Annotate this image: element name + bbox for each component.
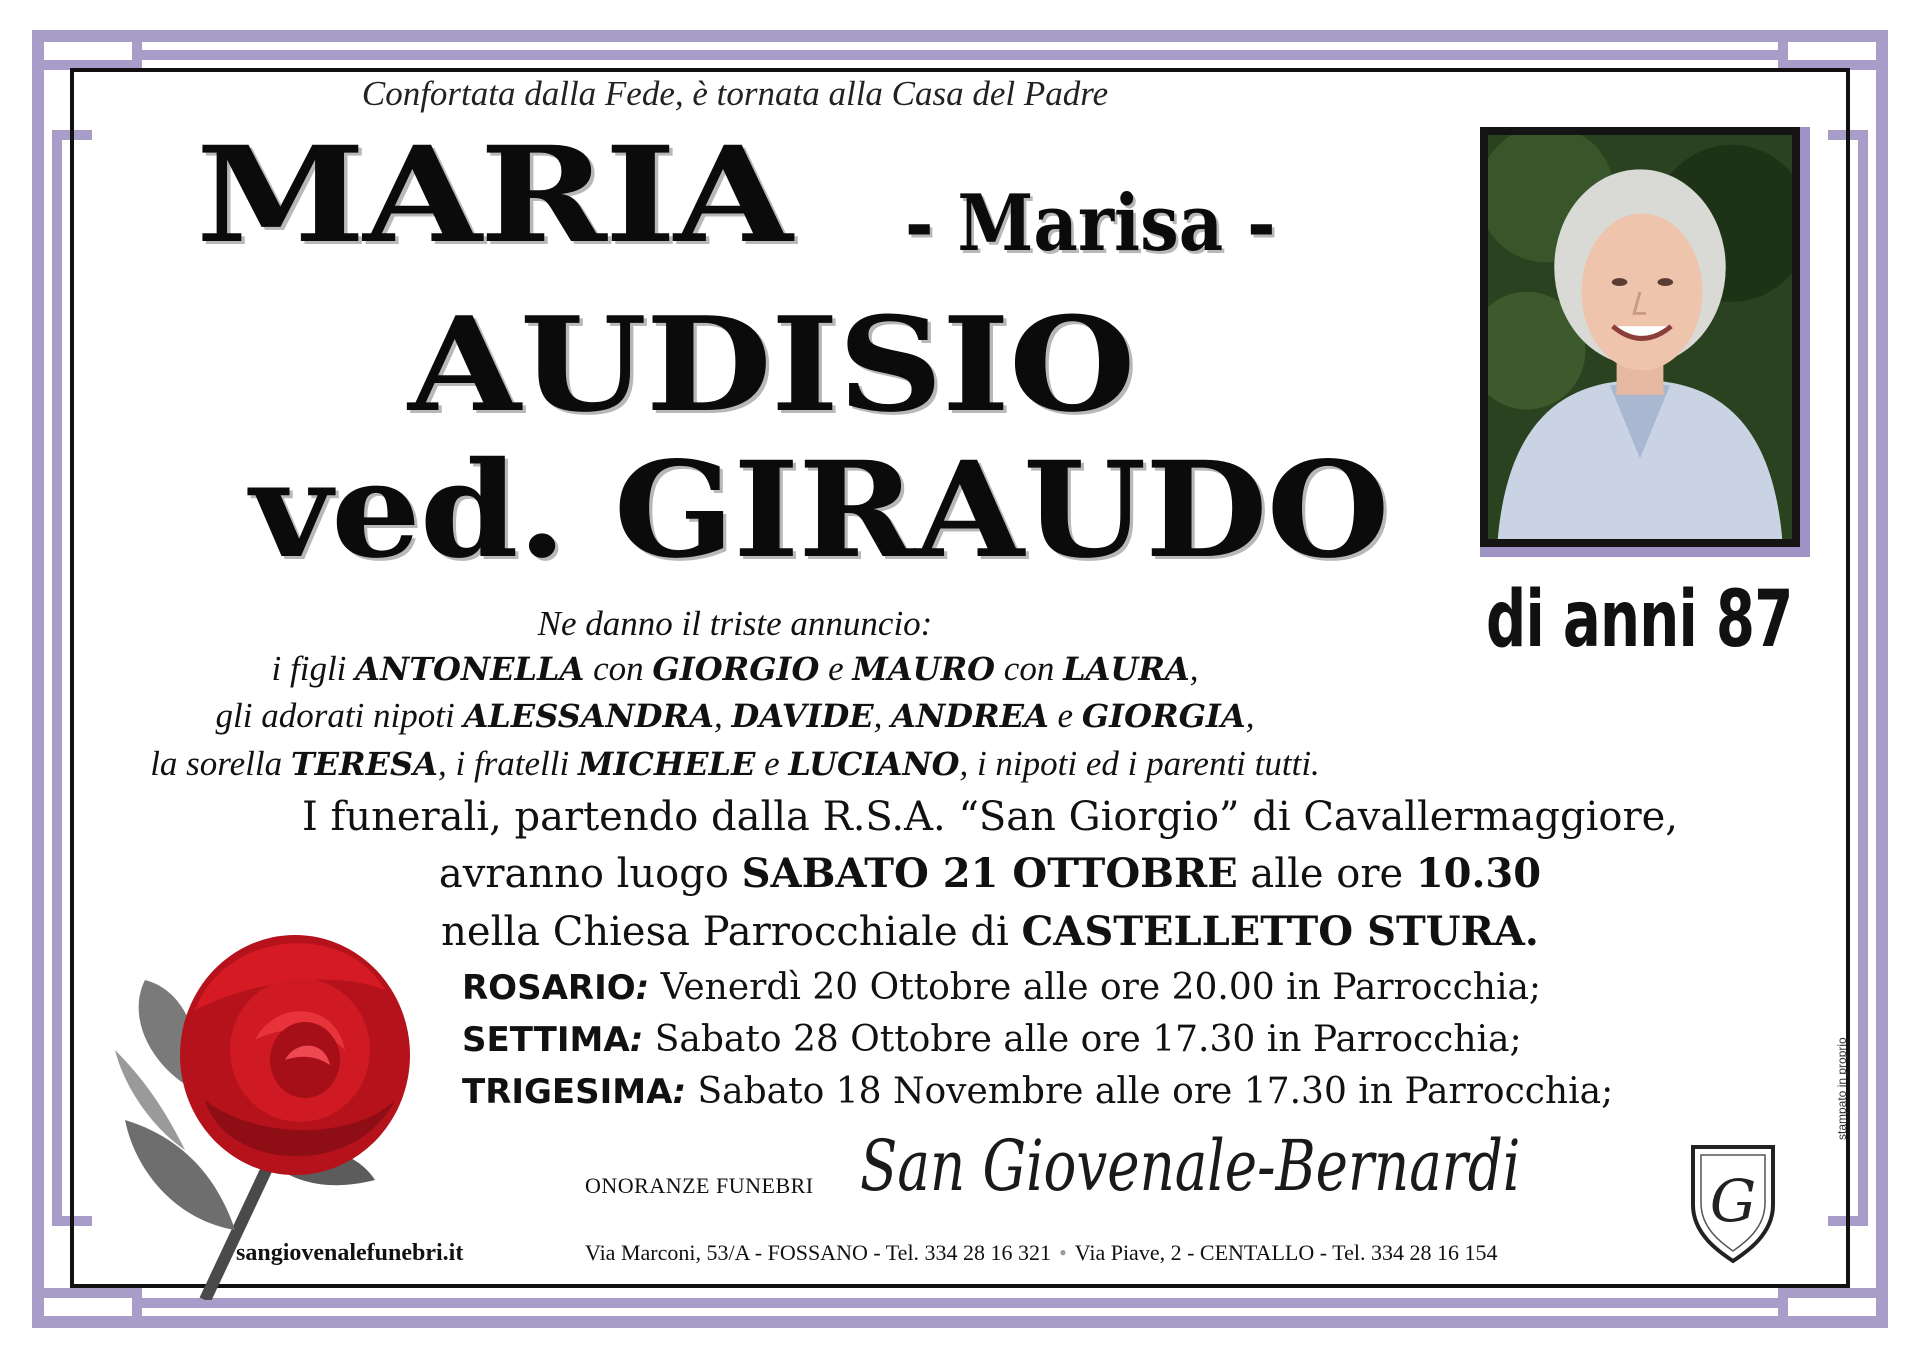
mourner-name: MICHELE [577, 745, 756, 783]
text-fragment: , [1189, 649, 1199, 688]
mourner-name: ALESSANDRA [463, 697, 714, 735]
schedule-rosary [462, 968, 1541, 1008]
text-fragment: , [713, 696, 732, 735]
crest-shield [1685, 1135, 1781, 1265]
text-fragment: , [1245, 696, 1255, 735]
text-fragment: , i fratelli [437, 744, 578, 783]
deceased-first-name: MARIA [196, 118, 791, 273]
text-fragment: , [873, 696, 892, 735]
schedule-label: ROSARIO [462, 968, 636, 1008]
funeral-location: CASTELLETTO STURA. [1021, 908, 1539, 955]
text-fragment: con [584, 649, 653, 688]
mourner-name: ANDREA [891, 697, 1049, 735]
text-fragment: e [755, 744, 789, 783]
text-fragment: gli adorati nipoti [215, 696, 464, 735]
website-link[interactable]: sangiovenalefunebri.it [236, 1240, 464, 1266]
schedule-text: Venerdì 20 Ottobre alle ore 20.00 in Parrocchia; [649, 967, 1542, 1008]
mourners-children [0, 650, 1470, 689]
schedule-label: TRIGESIMA [462, 1072, 673, 1112]
mourner-name: LAURA [1063, 650, 1190, 688]
mourner-name: LUCIANO [788, 745, 960, 783]
agency-name: San Giovenale-Bernardi [860, 1125, 1521, 1207]
mourners-siblings [0, 745, 1470, 784]
text-fragment: alle ore [1237, 851, 1416, 897]
deceased-married-name: ved. GIRAUDO [250, 433, 1389, 588]
schedule-week-mass [462, 1020, 1522, 1060]
mourner-name: GIORGIA [1081, 697, 1246, 735]
funeral-time: 10.30 [1415, 850, 1542, 897]
funeral-departure: I funerali, partendo dalla R.S.A. “San Giorgio” di Cavallermaggiore, [302, 794, 1678, 840]
schedule-text: Sabato 28 Ottobre alle ore 17.30 in Parrocchia; [643, 1019, 1522, 1060]
mourner-name: ANTONELLA [355, 650, 585, 688]
schedule-month-mass [462, 1072, 1613, 1112]
text-fragment: la sorella [150, 744, 291, 783]
schedule-colon: : [629, 1020, 644, 1060]
address-centallo: Via Piave, 2 - CENTALLO - Tel. 334 28 16 154 [1074, 1240, 1498, 1265]
mourner-name: DAVIDE [731, 697, 874, 735]
text-fragment: i figli [271, 649, 356, 688]
text-fragment: avranno luogo [438, 851, 742, 897]
mourners-grandchildren [0, 697, 1470, 736]
text-fragment: , i nipoti ed i parenti tutti. [959, 744, 1320, 783]
funeral-date-time [0, 852, 1920, 896]
address-separator: • [1059, 1240, 1067, 1265]
mourner-name: TERESA [290, 745, 438, 783]
portrait-illustration [1488, 135, 1792, 539]
crest-letter: G [1709, 1167, 1757, 1235]
tagline: Confortata dalla Fede, è tornata alla Casa del Padre [361, 74, 1109, 113]
schedule-colon: : [672, 1072, 687, 1112]
deceased-surname: AUDISIO [408, 288, 1135, 441]
address-fossano: Via Marconi, 53/A - FOSSANO - Tel. 334 28 16 321 [585, 1240, 1052, 1265]
funeral-date: SABATO 21 OTTOBRE [741, 850, 1238, 897]
deceased-age: di anni 87 [1486, 575, 1793, 665]
agency-addresses [585, 1240, 1497, 1266]
deceased-nickname: - Marisa - [905, 178, 1276, 269]
text-fragment: con [995, 649, 1064, 688]
schedule-colon: : [635, 968, 650, 1008]
portrait-photo [1480, 127, 1810, 557]
mourner-name: MAURO [852, 650, 996, 688]
mourner-name: GIORGIO [652, 650, 820, 688]
print-note: stampato in proprio [1835, 1037, 1849, 1140]
schedule-text: Sabato 18 Novembre alle ore 17.30 in Parrocchia; [686, 1071, 1614, 1112]
text-fragment: nella Chiesa Parrocchiale di [441, 909, 1022, 955]
schedule-label: SETTIMA [462, 1020, 630, 1060]
agency-label: ONORANZE FUNEBRI [585, 1173, 814, 1198]
crest-icon [1685, 1135, 1781, 1265]
text-fragment: e [1048, 696, 1082, 735]
text-fragment: e [819, 649, 853, 688]
announcement-intro: Ne danno il triste annuncio: [537, 604, 933, 643]
